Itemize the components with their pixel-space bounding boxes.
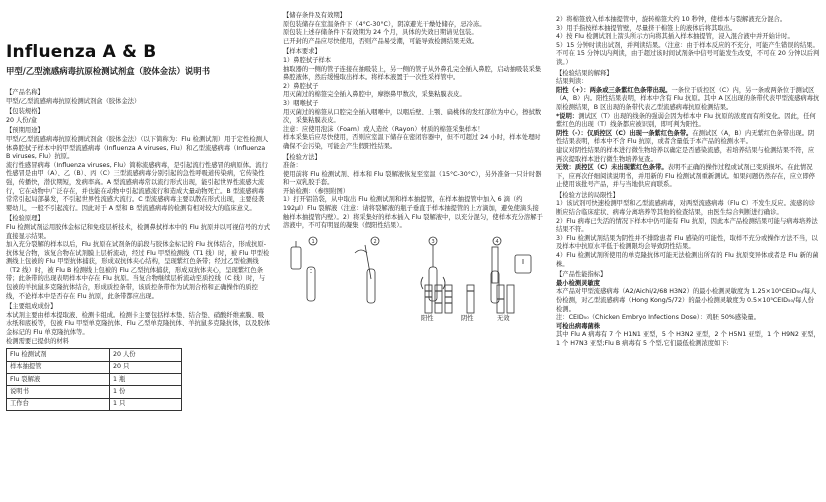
strip-negative [467, 285, 474, 313]
sample-3-heading: 3）咽喉拭子 [283, 99, 319, 107]
doc-subtitle: 甲型/乙型流感病毒抗原检测试剂盒（胶体金法）说明书 [6, 66, 211, 76]
sample-heading: 【样本要求】 [283, 48, 321, 56]
step-number-4: 4 [495, 238, 499, 245]
product-name-heading: 【产品名称】 [6, 89, 44, 96]
principle-text-2: 加入充分裂解的样本以后，Flu 抗原在试剂条的前段与胶体金标记的 Flu 抗体结合，形成抗原-抗体复合物，该复合物在试剂膜上层析流动，经过 Flu 甲型检测线（T1 线）时，被 Flu 甲型检测线上包被的 Flu 甲型抗体捕获，形成双抗体夹心结构，呈现紫红色条带；经过乙型检测线（T2 线）时，被 Flu B 检测线上包被的 Flu 乙型抗体捕获，形成双抗体夹心，呈现紫红色条带；此条带的出现表明样本中存在 Flu 抗原。当复合物继续层析流动至质控线（C 线）时，与包被的羊抗鼠多克隆抗体结合，形成质控条带，该质控条带作为试剂合格和正确操作的质控线，不论样本中是否存在 Flu 抗原，此条带都应出现。 [6, 241, 270, 300]
result-intro: 结果判读： [556, 78, 588, 86]
strip-positive-a [425, 285, 432, 313]
column-left [6, 0, 270, 502]
procedure-steps-svg [283, 233, 545, 315]
label-invalid: 无效 [497, 314, 510, 322]
retest-text: 建议对阴性结果的样本进行微生物培养以确定是否感染流感，若培养结果与检测结果不符，应再次提取样本进行微生物培养复查。 [556, 146, 815, 163]
use-heading: 【预期用途】 [6, 127, 44, 135]
table-row [7, 349, 182, 361]
positive-heading: 阳性（+）：两条或三条紫红色条带出现。 [556, 86, 672, 94]
strip-positive-ab [445, 285, 452, 313]
result-labels [283, 315, 545, 325]
step-4-text: 4）按 Flu 检测试剂上箭头所示方向将其插入样本抽提管，浸入混合液中并开始计时。 [556, 33, 794, 41]
negative-heading: 阴性（-）：仅质控区（C）出现一条紫红色条带。 [556, 129, 693, 137]
perf-heading: 【产品性能指标】 [556, 271, 607, 279]
method-steps: 1）打开铝箔袋，从中取出 Flu 检测试剂和样本抽提管，在样本抽提管中加入 6 滴（约 192μl）Flu 裂解液（注意：请将裂解液的瓶子垂直于样本抽提管的上方滴加，避免使滴头接触样本抽提管内壁）。2）将采集好的样本插入 Flu 裂解液中，以充分混匀，使样本充分溶解于溶液中，不可有明显的凝集（假阳性结果）。 [283, 196, 543, 230]
sample-4-text: 样本采集后应尽快使用，否则应室温下储存在密闭容器中，但不可超过 24 小时，样本处理时确保不会污染，可能会产生假阳性结果。 [283, 134, 541, 150]
rotate-arrow-icon [355, 250, 367, 253]
components-text-1: 本试剂主要由样本提取液、检测卡组成。检测卡主要包括样本垫、结合垫、硝酸纤维素膜、吸水纸和底板等，包被 Flu 甲型单克隆抗体、Flu 乙型单克隆抗体、羊抗鼠多克隆抗体，以及胶体金标记的 Flu 单克隆抗体等。 [6, 311, 270, 337]
sample-note: 注意：应使用泡沫（Foam）或人造丝（Rayon）材质的棉签采集样本！ [283, 125, 484, 133]
dropper-bottle-icon [291, 247, 301, 269]
table-cell-name: 工作台 [7, 398, 110, 410]
strip-positive-b [435, 285, 442, 313]
limit-heading: 【检验方法的局限性】 [556, 191, 619, 199]
use-text-2: 流行性感冒病毒（Influenza viruses, Flu）简称流感病毒，是引起流行性感冒的病原体。流行性感冒是由甲（A）、乙（B）、丙（C）三型流感病毒分别引起的急性呼吸道传染病，它传染性强，传播快，潜伏期短，发病率高。A 型流感病毒常以流行形式出现，能引起世界性流感大流行，它在动物中广泛存在，并也能在动物中引起流感流行和造成大量动物死亡。B 型流感病毒常常引起局部暴发，不引起世界性流感大流行。C 型流感病毒主要以散在形式出现，主要侵袭婴幼儿，一般不引起流行。因此对于 A 型和 B 型流感病毒的检测有相对较大的临床意义。 [6, 161, 268, 212]
table-cell-qty: 20 人份 [110, 349, 182, 361]
table-cell-name: Flu 检测试剂 [7, 349, 110, 361]
components-text-2: 检测需要已提供的材料 [6, 337, 69, 345]
result-heading: 【检验结果的解释】 [556, 69, 613, 77]
column-middle [283, 0, 545, 502]
strip-invalid-2 [507, 285, 514, 313]
sample-3-text: 用灭菌过的棉签从口腔完全插入咽喉中，以咽后壁、上颚、扁桃体的发红部位为中心，擦拭数次，采集粘膜表皮。 [283, 108, 542, 125]
method-prep: 准备： [283, 162, 302, 170]
perf-lod-text: 本产品对甲型流感病毒（A2/Aichi/2/68 H3N2）的最小检测灵敏度为 1.25×10⁵CEID₅₀/每人份检测，对乙型流感病毒（Hong Kong/5/72）的最小检测灵敏度为 0.5×10⁵CEID₅₀/每人份检测。 [556, 288, 817, 313]
negative-text: 在测试区（A，B）内无紫红色条带出现。阴性结果表明，样本中不含 Flu 抗原，或者含量低于本产品的检测水平。 [556, 129, 815, 146]
invalid-text: 表明不正确的操作过程或试剂已变质损坏。在此情况下，应再次仔细阅读说明书，并用新的 Flu 检测试剂重新测试。如果问题仍然存在，应立即停止使用该批号产品，并与当地供应商联系。 [556, 164, 815, 189]
table-row [7, 374, 182, 386]
test-strip-icon [492, 247, 498, 283]
extraction-tube-icon [429, 267, 437, 301]
use-text-1: 甲型/乙型流感病毒抗原检测试剂盒（胶体金法）（以下简称为：Flu 检测试剂）用于定性检测人体鼻腔拭子样本中的甲型流感病毒（Influenza A viruses, Flu）和乙型流感病毒（Influenza B viruses, Flu）抗原。 [6, 135, 269, 161]
components-heading: 【主要组成成份】 [6, 303, 57, 311]
method-start: 开始检测：（参照附图） [283, 187, 350, 195]
spec-heading: 【包装规格】 [6, 108, 44, 116]
perf-note: 注：CEID₅₀（Chicken Embryo Infections Dose）：鸡胚 50%感染量。 [556, 314, 761, 322]
storage-text-1: 原包装储存在室温条件下（4°C-30°C），阴凉避光干燥处储存，忌冷冻。 [283, 20, 486, 28]
step-5-text: 5）15 分钟时读出试剂，并判读结果。（注意：由于样本反应的不充分，可能产生错误的结果。不可在 15 分钟以内判读，由于超过该时间试剂条中信号可能发生改变，不可在 20 分钟以后判读。） [556, 41, 820, 66]
step-number-1: 1 [311, 238, 315, 245]
result-positive [556, 87, 820, 113]
sample-2-heading: 2）鼻腔拭子 [283, 82, 319, 90]
swab-icon [365, 245, 371, 279]
extraction-tube-icon [367, 269, 375, 303]
perf-range-text: 其中 Flu A 病毒有 7 个 H1N1 亚型，5 个 H3N2 亚型，2 个 H5N1 亚型，1 个 H9N2 亚型，1 个 H7N3 亚型;Flu B 病毒有 5 个型,它们最低检测浓度如下: [556, 331, 820, 347]
table-cell-qty: 1 份 [110, 386, 182, 398]
result-negative [556, 130, 820, 147]
label-negative: 阴性 [461, 314, 474, 322]
table-cell-name: Flu 裂解液 [7, 374, 110, 386]
sample-2-text: 用灭菌过的棉签完全插入鼻腔中，摩擦鼻甲数次，采集粘膜表皮。 [283, 91, 466, 99]
limit-text-2: 2）Flu 病毒已失活的情况下样本中仍可能有 Flu 抗原，因此本产品检测结果可能与病毒培养法结果不符。 [556, 217, 818, 234]
table-row [7, 361, 182, 373]
invalid-heading: 无效：质控区（C）未出现紫红色条带。 [556, 164, 668, 172]
sample-1-text: 抽取器的一侧的管子连接在抽吸装上，另一侧的管子从外鼻孔完全插入鼻腔，启动抽吸装采集鼻腔液体，然后缓慢取出样本。将样本液置于一次性采样管中。 [283, 65, 542, 82]
table-cell-name: 说明书 [7, 386, 110, 398]
components-table [6, 348, 182, 411]
table-cell-qty: 1 只 [110, 398, 182, 410]
perf-lod-heading: 最小检测灵敏度 [556, 279, 601, 287]
method-text-1: 使用前将 Flu 检测试剂、样本和 Flu 裂解液恢复至室温（15°C-30°C），另外准备一只计时器和一双乳胶手套。 [283, 170, 542, 187]
positive-text: 一条位于质控区（C）内，另一条或两条位于测试区（A，B）内。阳性结果表明，样本中含有 Flu 抗原。其中 A 区出现的条带代表甲型流感病毒抗原检测结果，B 区出现的条带代表乙型流感病毒抗原检测结果。 [556, 86, 820, 111]
limit-text-3: 3）Flu 检测试剂结果为阴性并不排除患者 Flu 感染的可能性，取样不充分或操作方法不当，以及样本中抗原水平低于检测限均会导致阴性结果。 [556, 234, 818, 251]
result-note [556, 113, 820, 130]
storage-text-2: 原包装上述存储条件下有效期为 24 个月，具体的失效日期请见包装。 [283, 29, 478, 37]
table-cell-qty: 20 只 [110, 361, 182, 373]
result-invalid [556, 164, 820, 190]
table-cell-qty: 1 瓶 [110, 374, 182, 386]
table-cell-name: 样本抽提管 [7, 361, 110, 373]
spec-text: 20 人份/盒 [6, 116, 38, 124]
principle-text-1: Flu 检测试剂运用胶体金标记和免疫层析技术，检测鼻拭样本中的 Flu 抗原并以可视信号的方式直接显示结果。 [6, 223, 270, 240]
limit-text-4: 4）Flu 检测试剂所使用的单克隆抗体可能无法检测出所有的 Flu 抗原变异体或者是 Flu 新的菌株。 [556, 252, 819, 268]
method-heading: 【检验方法】 [283, 153, 321, 161]
storage-text-3: 已开封的产品应尽快使用，否则产品易受潮，可能导致检测结果无效。 [283, 37, 479, 45]
column-right [556, 0, 820, 502]
product-name-text: 甲型/乙型流感病毒抗原检测试剂盒（胶体金法） [6, 97, 141, 105]
table-row [7, 386, 182, 398]
step-3-text: 3）用手指按样本抽提管壁，尽量挤干棉签上的液体后将其取出。 [556, 24, 737, 32]
limit-text-1: 1）该试剂可快速检测甲型和乙型流感病毒，对两型流感病毒（Flu C）不发生反应。流感的诊断应结合临床症状、病毒分离培养等其他的检查结果，由医生综合判断进行确诊。 [556, 200, 816, 217]
label-positive: 阳性 [421, 314, 434, 322]
storage-heading: 【储存条件及有效期】 [283, 12, 346, 19]
step-number-2: 2 [373, 238, 377, 245]
perf-range-heading: 可检出病毒菌株 [556, 322, 601, 330]
sample-1-heading: 1）鼻腔拭子样本 [283, 56, 332, 64]
note-text: 测试区（T）出现的线条的强弱会因为样本中 Flu 抗原的浓度而有所变化。因此，任何紫红色的出现（T）线条都应被识别，即可判为阳性。 [556, 112, 816, 129]
table-row [7, 398, 182, 410]
principle-heading: 【检验原理】 [6, 215, 44, 223]
doc-title: Influenza A & B [6, 42, 157, 62]
procedure-diagram [283, 233, 545, 315]
note-heading: *说明： [556, 112, 579, 120]
step-2-text: 2）将棉签放入样本抽提管中，旋转棉签大约 10 秒钟，使样本与裂解液充分混合。 [556, 16, 787, 23]
step-number-3: 3 [431, 238, 435, 245]
